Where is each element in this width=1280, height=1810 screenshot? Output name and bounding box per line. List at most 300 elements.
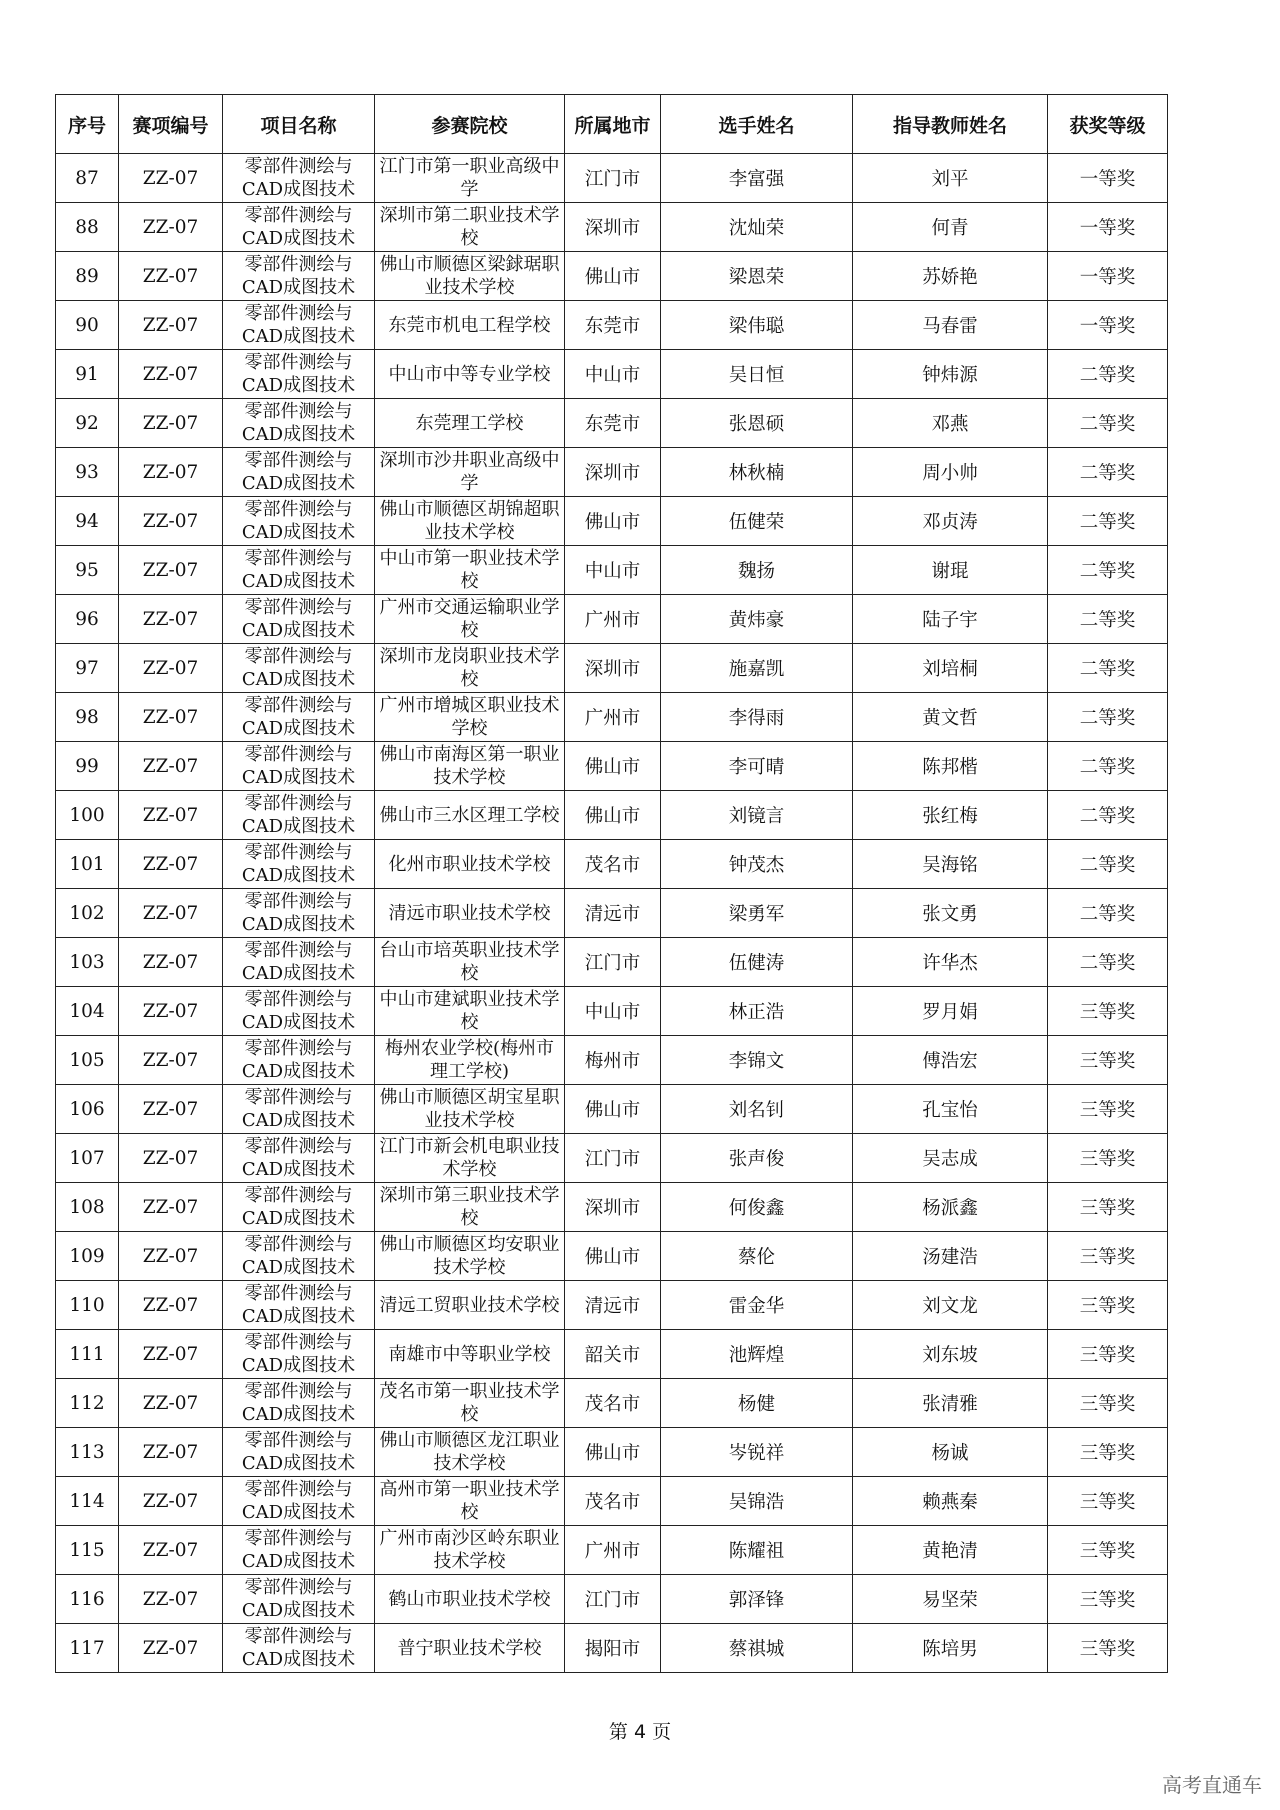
school-cell — [375, 693, 565, 742]
school-cell — [375, 301, 565, 350]
project-name-cell — [223, 301, 375, 350]
event-code-cell: ZZ-07 — [119, 252, 223, 301]
student-name-cell: 池辉煌 — [661, 1330, 853, 1379]
event-code-cell: ZZ-07 — [119, 644, 223, 693]
teacher-name-cell: 刘文龙 — [853, 1281, 1048, 1330]
teacher-name-cell: 刘培桐 — [853, 644, 1048, 693]
project-name-cell — [223, 1281, 375, 1330]
project-name-cell — [223, 350, 375, 399]
project-name-text: 零部件测绘与CAD成图技术 — [241, 205, 356, 249]
award-level-cell: 三等奖 — [1048, 1575, 1168, 1624]
school-text: 茂名市第一职业技术学校 — [379, 1381, 560, 1425]
teacher-name-cell: 钟炜源 — [853, 350, 1048, 399]
project-name-text: 零部件测绘与CAD成图技术 — [241, 744, 356, 788]
student-name-cell: 吴日恒 — [661, 350, 853, 399]
teacher-name-cell: 刘平 — [853, 154, 1048, 203]
table-row — [56, 1477, 1168, 1526]
table-row — [56, 546, 1168, 595]
table-row — [56, 350, 1168, 399]
table-row — [56, 252, 1168, 301]
row-number-cell: 112 — [56, 1379, 119, 1428]
school-cell — [375, 1379, 565, 1428]
event-code-cell: ZZ-07 — [119, 1085, 223, 1134]
event-code-cell: ZZ-07 — [119, 1575, 223, 1624]
teacher-name-cell: 杨诚 — [853, 1428, 1048, 1477]
row-number-cell: 92 — [56, 399, 119, 448]
table-row — [56, 1036, 1168, 1085]
table-row — [56, 1526, 1168, 1575]
row-number-cell: 100 — [56, 791, 119, 840]
student-name-cell: 林秋楠 — [661, 448, 853, 497]
school-text: 南雄市中等职业学校 — [388, 1343, 551, 1365]
project-name-cell — [223, 1526, 375, 1575]
table-row — [56, 399, 1168, 448]
table-row — [56, 1379, 1168, 1428]
header-cell: 序号 — [56, 95, 119, 154]
event-code-cell: ZZ-07 — [119, 938, 223, 987]
row-number-cell: 113 — [56, 1428, 119, 1477]
row-number-cell: 111 — [56, 1330, 119, 1379]
school-cell — [375, 1526, 565, 1575]
student-name-cell: 施嘉凯 — [661, 644, 853, 693]
city-cell: 佛山市 — [565, 742, 661, 791]
school-text: 中山市中等专业学校 — [388, 363, 551, 385]
award-level-cell: 一等奖 — [1048, 154, 1168, 203]
table-row — [56, 791, 1168, 840]
student-name-cell: 雷金华 — [661, 1281, 853, 1330]
project-name-text: 零部件测绘与CAD成图技术 — [241, 1234, 356, 1278]
event-code-cell: ZZ-07 — [119, 399, 223, 448]
event-code-cell: ZZ-07 — [119, 350, 223, 399]
student-name-cell: 刘名钊 — [661, 1085, 853, 1134]
row-number-cell: 102 — [56, 889, 119, 938]
school-text: 佛山市顺德区均安职业技术学校 — [379, 1234, 560, 1278]
project-name-cell — [223, 595, 375, 644]
row-number-cell: 89 — [56, 252, 119, 301]
teacher-name-cell: 许华杰 — [853, 938, 1048, 987]
student-name-cell: 张声俊 — [661, 1134, 853, 1183]
project-name-cell — [223, 1085, 375, 1134]
award-level-cell: 三等奖 — [1048, 1428, 1168, 1477]
header-cell: 指导教师姓名 — [853, 95, 1048, 154]
table-row — [56, 595, 1168, 644]
award-level-cell: 三等奖 — [1048, 987, 1168, 1036]
school-cell — [375, 1428, 565, 1477]
event-code-cell: ZZ-07 — [119, 1526, 223, 1575]
school-cell — [375, 154, 565, 203]
city-cell: 佛山市 — [565, 497, 661, 546]
project-name-cell — [223, 252, 375, 301]
teacher-name-cell: 刘东坡 — [853, 1330, 1048, 1379]
city-cell: 中山市 — [565, 546, 661, 595]
award-level-cell: 三等奖 — [1048, 1477, 1168, 1526]
award-level-cell: 二等奖 — [1048, 497, 1168, 546]
city-cell: 江门市 — [565, 154, 661, 203]
project-name-cell — [223, 742, 375, 791]
table-row — [56, 448, 1168, 497]
school-text: 佛山市顺德区龙江职业技术学校 — [379, 1430, 560, 1474]
school-cell — [375, 1624, 565, 1673]
project-name-cell — [223, 693, 375, 742]
table-row — [56, 301, 1168, 350]
city-cell: 江门市 — [565, 1575, 661, 1624]
school-cell — [375, 791, 565, 840]
row-number-cell: 108 — [56, 1183, 119, 1232]
student-name-cell: 蔡伦 — [661, 1232, 853, 1281]
award-level-cell: 二等奖 — [1048, 595, 1168, 644]
project-name-cell — [223, 1575, 375, 1624]
event-code-cell: ZZ-07 — [119, 1134, 223, 1183]
city-cell: 佛山市 — [565, 1232, 661, 1281]
event-code-cell: ZZ-07 — [119, 889, 223, 938]
school-cell — [375, 1575, 565, 1624]
school-text: 佛山市南海区第一职业技术学校 — [379, 744, 560, 788]
project-name-text: 零部件测绘与CAD成图技术 — [241, 548, 356, 592]
project-name-cell — [223, 1379, 375, 1428]
school-text: 东莞理工学校 — [415, 412, 524, 434]
award-level-cell: 二等奖 — [1048, 938, 1168, 987]
project-name-text: 零部件测绘与CAD成图技术 — [241, 1528, 356, 1572]
page-number: 第 4 页 — [608, 1721, 672, 1743]
project-name-text: 零部件测绘与CAD成图技术 — [241, 1136, 356, 1180]
event-code-cell: ZZ-07 — [119, 1477, 223, 1526]
student-name-cell: 杨健 — [661, 1379, 853, 1428]
project-name-cell — [223, 203, 375, 252]
event-code-cell: ZZ-07 — [119, 1036, 223, 1085]
school-cell — [375, 1134, 565, 1183]
project-name-text: 零部件测绘与CAD成图技术 — [241, 254, 356, 298]
row-number-cell: 105 — [56, 1036, 119, 1085]
student-name-cell: 李锦文 — [661, 1036, 853, 1085]
city-cell: 茂名市 — [565, 840, 661, 889]
teacher-name-cell: 邓燕 — [853, 399, 1048, 448]
student-name-cell: 伍健荣 — [661, 497, 853, 546]
watermark-text: 高考直通车 — [1162, 1773, 1262, 1797]
school-cell — [375, 1036, 565, 1085]
project-name-text: 零部件测绘与CAD成图技术 — [241, 352, 356, 396]
project-name-text: 零部件测绘与CAD成图技术 — [241, 450, 356, 494]
city-cell: 韶关市 — [565, 1330, 661, 1379]
project-name-text: 零部件测绘与CAD成图技术 — [241, 1332, 356, 1376]
project-name-cell — [223, 1428, 375, 1477]
teacher-name-cell: 汤建浩 — [853, 1232, 1048, 1281]
school-cell — [375, 889, 565, 938]
project-name-cell — [223, 1330, 375, 1379]
event-code-cell: ZZ-07 — [119, 497, 223, 546]
award-level-cell: 二等奖 — [1048, 840, 1168, 889]
header-cell: 所属地市 — [565, 95, 661, 154]
event-code-cell: ZZ-07 — [119, 1330, 223, 1379]
row-number-cell: 110 — [56, 1281, 119, 1330]
student-name-cell: 魏扬 — [661, 546, 853, 595]
project-name-text: 零部件测绘与CAD成图技术 — [241, 1087, 356, 1131]
award-level-cell: 二等奖 — [1048, 448, 1168, 497]
project-name-text: 零部件测绘与CAD成图技术 — [241, 842, 356, 886]
city-cell: 中山市 — [565, 350, 661, 399]
project-name-text: 零部件测绘与CAD成图技术 — [241, 401, 356, 445]
teacher-name-cell: 何青 — [853, 203, 1048, 252]
award-level-cell: 三等奖 — [1048, 1232, 1168, 1281]
award-level-cell: 二等奖 — [1048, 693, 1168, 742]
school-cell — [375, 546, 565, 595]
school-text: 普宁职业技术学校 — [397, 1637, 542, 1659]
event-code-cell: ZZ-07 — [119, 595, 223, 644]
school-cell — [375, 203, 565, 252]
table-row — [56, 1085, 1168, 1134]
table-row — [56, 1575, 1168, 1624]
school-cell — [375, 497, 565, 546]
table-row — [56, 693, 1168, 742]
student-name-cell: 梁勇军 — [661, 889, 853, 938]
student-name-cell: 蔡祺城 — [661, 1624, 853, 1673]
event-code-cell: ZZ-07 — [119, 791, 223, 840]
school-text: 佛山市顺德区梁銶琚职业技术学校 — [379, 254, 560, 298]
project-name-cell — [223, 399, 375, 448]
table-row — [56, 203, 1168, 252]
award-level-cell: 二等奖 — [1048, 889, 1168, 938]
table-row — [56, 938, 1168, 987]
city-cell: 中山市 — [565, 987, 661, 1036]
award-level-cell: 二等奖 — [1048, 399, 1168, 448]
event-code-cell: ZZ-07 — [119, 1183, 223, 1232]
city-cell: 佛山市 — [565, 1428, 661, 1477]
header-row — [56, 95, 1168, 154]
row-number-cell: 107 — [56, 1134, 119, 1183]
school-cell — [375, 987, 565, 1036]
school-text: 佛山市顺德区胡宝星职业技术学校 — [379, 1087, 560, 1131]
project-name-text: 零部件测绘与CAD成图技术 — [241, 793, 356, 837]
event-code-cell: ZZ-07 — [119, 1232, 223, 1281]
teacher-name-cell: 谢琨 — [853, 546, 1048, 595]
project-name-cell — [223, 448, 375, 497]
award-level-cell: 三等奖 — [1048, 1134, 1168, 1183]
row-number-cell: 88 — [56, 203, 119, 252]
table-row — [56, 497, 1168, 546]
city-cell: 东莞市 — [565, 399, 661, 448]
row-number-cell: 91 — [56, 350, 119, 399]
event-code-cell: ZZ-07 — [119, 987, 223, 1036]
project-name-cell — [223, 1624, 375, 1673]
student-name-cell: 郭泽锋 — [661, 1575, 853, 1624]
event-code-cell: ZZ-07 — [119, 1624, 223, 1673]
project-name-text: 零部件测绘与CAD成图技术 — [241, 1577, 356, 1621]
city-cell: 茂名市 — [565, 1379, 661, 1428]
student-name-cell: 陈耀祖 — [661, 1526, 853, 1575]
city-cell: 广州市 — [565, 1526, 661, 1575]
student-name-cell: 何俊鑫 — [661, 1183, 853, 1232]
project-name-cell — [223, 1232, 375, 1281]
row-number-cell: 93 — [56, 448, 119, 497]
project-name-cell — [223, 644, 375, 693]
school-cell — [375, 1477, 565, 1526]
project-name-cell — [223, 791, 375, 840]
city-cell: 深圳市 — [565, 1183, 661, 1232]
row-number-cell: 94 — [56, 497, 119, 546]
row-number-cell: 106 — [56, 1085, 119, 1134]
student-name-cell: 黄炜豪 — [661, 595, 853, 644]
table-row — [56, 1183, 1168, 1232]
school-text: 佛山市顺德区胡锦超职业技术学校 — [379, 499, 560, 543]
award-level-cell: 三等奖 — [1048, 1036, 1168, 1085]
teacher-name-cell: 陈邦楷 — [853, 742, 1048, 791]
student-name-cell: 刘镜言 — [661, 791, 853, 840]
school-cell — [375, 252, 565, 301]
city-cell: 清远市 — [565, 1281, 661, 1330]
teacher-name-cell: 傅浩宏 — [853, 1036, 1048, 1085]
row-number-cell: 103 — [56, 938, 119, 987]
header-cell: 项目名称 — [223, 95, 375, 154]
project-name-text: 零部件测绘与CAD成图技术 — [241, 940, 356, 984]
award-level-cell: 三等奖 — [1048, 1624, 1168, 1673]
city-cell: 揭阳市 — [565, 1624, 661, 1673]
teacher-name-cell: 黄文哲 — [853, 693, 1048, 742]
student-name-cell: 张恩硕 — [661, 399, 853, 448]
project-name-cell — [223, 154, 375, 203]
event-code-cell: ZZ-07 — [119, 693, 223, 742]
city-cell: 广州市 — [565, 595, 661, 644]
row-number-cell: 101 — [56, 840, 119, 889]
event-code-cell: ZZ-07 — [119, 448, 223, 497]
row-number-cell: 96 — [56, 595, 119, 644]
award-level-cell: 二等奖 — [1048, 546, 1168, 595]
city-cell: 江门市 — [565, 938, 661, 987]
school-cell — [375, 595, 565, 644]
table-row — [56, 742, 1168, 791]
row-number-cell: 117 — [56, 1624, 119, 1673]
teacher-name-cell: 陈培男 — [853, 1624, 1048, 1673]
award-level-cell: 三等奖 — [1048, 1085, 1168, 1134]
city-cell: 江门市 — [565, 1134, 661, 1183]
project-name-cell — [223, 1134, 375, 1183]
table-body — [56, 154, 1168, 1673]
school-cell — [375, 938, 565, 987]
row-number-cell: 97 — [56, 644, 119, 693]
school-cell — [375, 840, 565, 889]
teacher-name-cell: 张清雅 — [853, 1379, 1048, 1428]
teacher-name-cell: 黄艳清 — [853, 1526, 1048, 1575]
school-text: 深圳市龙岗职业技术学校 — [379, 646, 560, 690]
student-name-cell: 李可晴 — [661, 742, 853, 791]
award-level-cell: 三等奖 — [1048, 1379, 1168, 1428]
school-text: 广州市增城区职业技术学校 — [379, 695, 560, 739]
project-name-text: 零部件测绘与CAD成图技术 — [241, 1381, 356, 1425]
event-code-cell: ZZ-07 — [119, 546, 223, 595]
award-level-cell: 三等奖 — [1048, 1330, 1168, 1379]
student-name-cell: 沈灿荣 — [661, 203, 853, 252]
event-code-cell: ZZ-07 — [119, 203, 223, 252]
school-text: 鹤山市职业技术学校 — [388, 1588, 551, 1610]
header-cell: 参赛院校 — [375, 95, 565, 154]
teacher-name-cell: 罗月娟 — [853, 987, 1048, 1036]
event-code-cell: ZZ-07 — [119, 1281, 223, 1330]
table-row — [56, 889, 1168, 938]
school-cell — [375, 399, 565, 448]
teacher-name-cell: 易坚荣 — [853, 1575, 1048, 1624]
event-code-cell: ZZ-07 — [119, 1428, 223, 1477]
city-cell: 梅州市 — [565, 1036, 661, 1085]
award-level-cell: 二等奖 — [1048, 644, 1168, 693]
teacher-name-cell: 张红梅 — [853, 791, 1048, 840]
project-name-cell — [223, 840, 375, 889]
project-name-text: 零部件测绘与CAD成图技术 — [241, 597, 356, 641]
school-text: 深圳市第二职业技术学校 — [379, 205, 560, 249]
school-text: 高州市第一职业技术学校 — [379, 1479, 560, 1523]
project-name-text: 零部件测绘与CAD成图技术 — [241, 1185, 356, 1229]
header-cell: 赛项编号 — [119, 95, 223, 154]
header-cell: 获奖等级 — [1048, 95, 1168, 154]
project-name-text: 零部件测绘与CAD成图技术 — [241, 303, 356, 347]
school-cell — [375, 350, 565, 399]
row-number-cell: 98 — [56, 693, 119, 742]
event-code-cell: ZZ-07 — [119, 1379, 223, 1428]
project-name-text: 零部件测绘与CAD成图技术 — [241, 499, 356, 543]
student-name-cell: 吴锦浩 — [661, 1477, 853, 1526]
row-number-cell: 109 — [56, 1232, 119, 1281]
city-cell: 东莞市 — [565, 301, 661, 350]
project-name-text: 零部件测绘与CAD成图技术 — [241, 1479, 356, 1523]
city-cell: 深圳市 — [565, 203, 661, 252]
student-name-cell: 林正浩 — [661, 987, 853, 1036]
student-name-cell: 李富强 — [661, 154, 853, 203]
school-text: 广州市南沙区岭东职业技术学校 — [379, 1528, 560, 1572]
award-level-cell: 一等奖 — [1048, 252, 1168, 301]
project-name-cell — [223, 497, 375, 546]
school-text: 清远工贸职业技术学校 — [379, 1294, 560, 1316]
event-code-cell: ZZ-07 — [119, 742, 223, 791]
award-level-cell: 一等奖 — [1048, 203, 1168, 252]
award-level-cell: 一等奖 — [1048, 301, 1168, 350]
teacher-name-cell: 邓贞涛 — [853, 497, 1048, 546]
header-cell: 选手姓名 — [661, 95, 853, 154]
teacher-name-cell: 周小帅 — [853, 448, 1048, 497]
student-name-cell: 岑锐祥 — [661, 1428, 853, 1477]
table-row — [56, 154, 1168, 203]
awards-table — [55, 94, 1168, 1673]
project-name-cell — [223, 546, 375, 595]
table-row — [56, 1428, 1168, 1477]
school-text: 清远市职业技术学校 — [388, 902, 551, 924]
school-cell — [375, 1281, 565, 1330]
event-code-cell: ZZ-07 — [119, 154, 223, 203]
project-name-text: 零部件测绘与CAD成图技术 — [241, 891, 356, 935]
award-level-cell: 三等奖 — [1048, 1183, 1168, 1232]
school-cell — [375, 448, 565, 497]
row-number-cell: 95 — [56, 546, 119, 595]
school-text: 江门市新会机电职业技术学校 — [379, 1136, 560, 1180]
award-level-cell: 二等奖 — [1048, 791, 1168, 840]
teacher-name-cell: 马春雷 — [853, 301, 1048, 350]
teacher-name-cell: 苏娇艳 — [853, 252, 1048, 301]
event-code-cell: ZZ-07 — [119, 301, 223, 350]
award-level-cell: 二等奖 — [1048, 742, 1168, 791]
row-number-cell: 116 — [56, 1575, 119, 1624]
project-name-cell — [223, 1477, 375, 1526]
city-cell: 深圳市 — [565, 644, 661, 693]
teacher-name-cell: 孔宝怡 — [853, 1085, 1048, 1134]
school-text: 梅州农业学校(梅州市理工学校) — [384, 1038, 555, 1082]
project-name-text: 零部件测绘与CAD成图技术 — [241, 646, 356, 690]
student-name-cell: 梁伟聪 — [661, 301, 853, 350]
row-number-cell: 104 — [56, 987, 119, 1036]
school-text: 佛山市三水区理工学校 — [379, 804, 560, 826]
event-code-cell: ZZ-07 — [119, 840, 223, 889]
project-name-text: 零部件测绘与CAD成图技术 — [241, 1283, 356, 1327]
award-level-cell: 三等奖 — [1048, 1281, 1168, 1330]
award-level-cell: 三等奖 — [1048, 1526, 1168, 1575]
row-number-cell: 87 — [56, 154, 119, 203]
project-name-text: 零部件测绘与CAD成图技术 — [241, 1626, 356, 1670]
table-row — [56, 1330, 1168, 1379]
